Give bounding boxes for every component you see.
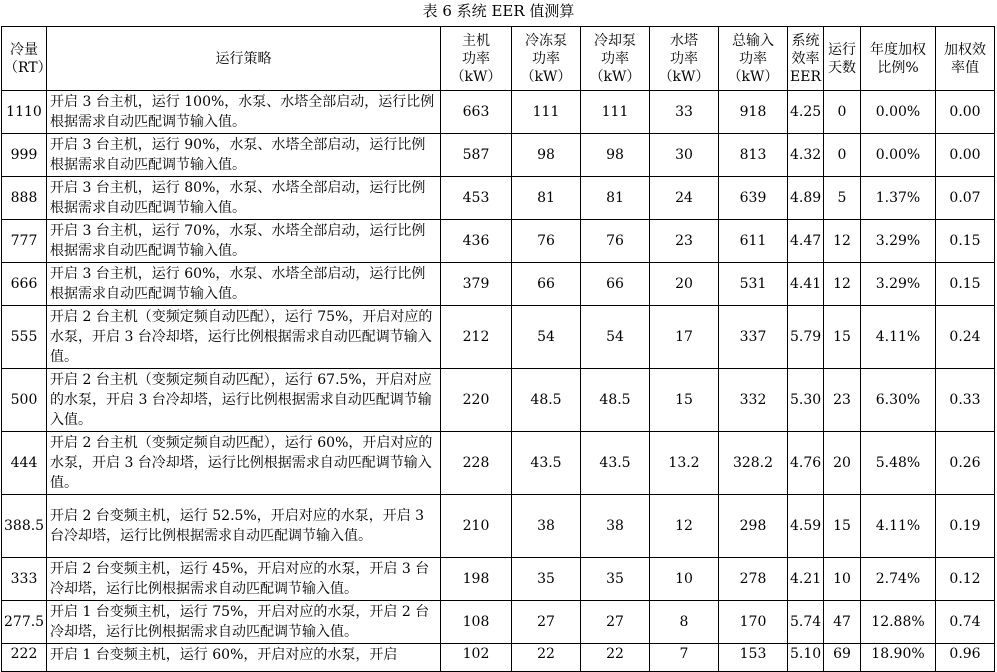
- cell-ratio: 6.30%: [861, 369, 936, 432]
- cell-tower: 10: [650, 558, 719, 601]
- table-row: [2, 432, 995, 495]
- cell-rt: 500: [2, 369, 47, 432]
- cell-total: 298: [719, 495, 788, 558]
- cell-cooling-pump: 66: [581, 263, 650, 306]
- cell-cooling-pump: 76: [581, 220, 650, 263]
- cell-rt: 888: [2, 177, 47, 220]
- cell-total: 328.2: [719, 432, 788, 495]
- cell-days: 20: [824, 432, 861, 495]
- cell-strategy: 开启 2 台主机（变频定频自动匹配），运行 67.5%，开启对应的水泵，开启 3 台冷却塔，运行比例根据需求自动匹配调节输入值。: [47, 369, 441, 432]
- cell-rt: 388.5: [2, 495, 47, 558]
- cell-chilled-pump: 35: [512, 558, 581, 601]
- cell-rt: 555: [2, 306, 47, 369]
- cell-ratio: 12.88%: [861, 601, 936, 644]
- cell-rt: 999: [2, 134, 47, 177]
- cell-cooling-pump: 98: [581, 134, 650, 177]
- cell-host-power: 108: [441, 601, 512, 644]
- cell-total: 611: [719, 220, 788, 263]
- table-row: [2, 369, 995, 432]
- cell-chilled-pump: 38: [512, 495, 581, 558]
- cell-tower: 8: [650, 601, 719, 644]
- cell-tower: 7: [650, 644, 719, 672]
- cell-tower: 20: [650, 263, 719, 306]
- cell-eer: 5.79: [788, 306, 824, 369]
- cell-host-power: 220: [441, 369, 512, 432]
- cell-days: 47: [824, 601, 861, 644]
- cell-total: 531: [719, 263, 788, 306]
- header-cooling-capacity: 冷量 （RT）: [2, 27, 47, 91]
- cell-eer: 4.41: [788, 263, 824, 306]
- cell-eer: 4.47: [788, 220, 824, 263]
- cell-strategy: 开启 3 台主机，运行 60%，水泵、水塔全部启动，运行比例根据需求自动匹配调节输入值。: [47, 263, 441, 306]
- cell-tower: 23: [650, 220, 719, 263]
- cell-weighted: 0.15: [936, 263, 995, 306]
- cell-rt: 1110: [2, 91, 47, 134]
- table-row: [2, 306, 995, 369]
- cell-weighted: 0.96: [936, 644, 995, 672]
- cell-ratio: 4.11%: [861, 495, 936, 558]
- cell-days: 0: [824, 134, 861, 177]
- cell-cooling-pump: 38: [581, 495, 650, 558]
- cell-strategy: 开启 2 台变频主机，运行 52.5%，开启对应的水泵，开启 3 台冷却塔，运行比例根据需求自动匹配调节输入值。: [47, 495, 441, 558]
- cell-eer: 4.76: [788, 432, 824, 495]
- cell-ratio: 3.29%: [861, 220, 936, 263]
- table-row: [2, 220, 995, 263]
- cell-weighted: 0.26: [936, 432, 995, 495]
- cell-host-power: 198: [441, 558, 512, 601]
- cell-days: 15: [824, 306, 861, 369]
- header-chilled-pump-power: 冷冻泵 功率 （kW）: [512, 27, 581, 91]
- cell-chilled-pump: 22: [512, 644, 581, 672]
- cell-cooling-pump: 43.5: [581, 432, 650, 495]
- cell-strategy: 开启 1 台变频主机，运行 75%，开启对应的水泵，开启 2 台冷却塔，运行比例根据需求自动匹配调节输入值。: [47, 601, 441, 644]
- cell-ratio: 1.37%: [861, 177, 936, 220]
- cell-tower: 12: [650, 495, 719, 558]
- cell-rt: 333: [2, 558, 47, 601]
- header-tower-power: 水塔 功率 （kW）: [650, 27, 719, 91]
- table-row: [2, 177, 995, 220]
- cell-ratio: 4.11%: [861, 306, 936, 369]
- table-caption: 表 6 系统 EER 值测算: [422, 2, 575, 20]
- cell-strategy: 开启 3 台主机，运行 100%，水泵、水塔全部启动，运行比例根据需求自动匹配调节输入值。: [47, 91, 441, 134]
- cell-host-power: 102: [441, 644, 512, 672]
- cell-eer: 5.74: [788, 601, 824, 644]
- cell-host-power: 436: [441, 220, 512, 263]
- cell-weighted: 0.00: [936, 91, 995, 134]
- cell-eer: 4.59: [788, 495, 824, 558]
- cell-tower: 33: [650, 91, 719, 134]
- cell-days: 23: [824, 369, 861, 432]
- cell-chilled-pump: 81: [512, 177, 581, 220]
- cell-rt: 277.5: [2, 601, 47, 644]
- cell-eer: 4.21: [788, 558, 824, 601]
- cell-rt: 222: [2, 644, 47, 672]
- cell-chilled-pump: 76: [512, 220, 581, 263]
- cell-chilled-pump: 111: [512, 91, 581, 134]
- cell-chilled-pump: 48.5: [512, 369, 581, 432]
- cell-host-power: 210: [441, 495, 512, 558]
- cell-days: 5: [824, 177, 861, 220]
- table-row: [2, 91, 995, 134]
- cell-eer: 5.30: [788, 369, 824, 432]
- cell-weighted: 0.15: [936, 220, 995, 263]
- cell-host-power: 453: [441, 177, 512, 220]
- cell-chilled-pump: 66: [512, 263, 581, 306]
- cell-ratio: 0.00%: [861, 91, 936, 134]
- cell-total: 918: [719, 91, 788, 134]
- cell-host-power: 587: [441, 134, 512, 177]
- cell-ratio: 2.74%: [861, 558, 936, 601]
- table-row: [2, 644, 995, 672]
- cell-tower: 30: [650, 134, 719, 177]
- header-total-power: 总输入 功率 （kW）: [719, 27, 788, 91]
- cell-cooling-pump: 54: [581, 306, 650, 369]
- cell-tower: 24: [650, 177, 719, 220]
- cell-host-power: 379: [441, 263, 512, 306]
- cell-eer: 4.89: [788, 177, 824, 220]
- cell-strategy: 开启 1 台变频主机，运行 60%，开启对应的水泵，开启: [47, 644, 441, 672]
- cell-strategy: 开启 3 台主机，运行 90%，水泵、水塔全部启动，运行比例根据需求自动匹配调节输入值。: [47, 134, 441, 177]
- cell-cooling-pump: 35: [581, 558, 650, 601]
- cell-host-power: 228: [441, 432, 512, 495]
- cell-tower: 15: [650, 369, 719, 432]
- cell-weighted: 0.74: [936, 601, 995, 644]
- table-row: [2, 558, 995, 601]
- table-row: [2, 263, 995, 306]
- cell-days: 12: [824, 263, 861, 306]
- cell-strategy: 开启 2 台主机（变频定频自动匹配），运行 60%，开启对应的水泵，开启 3 台冷却塔，运行比例根据需求自动匹配调节输入值。: [47, 432, 441, 495]
- eer-table: [1, 26, 995, 672]
- cell-days: 12: [824, 220, 861, 263]
- cell-cooling-pump: 22: [581, 644, 650, 672]
- cell-chilled-pump: 43.5: [512, 432, 581, 495]
- cell-weighted: 0.12: [936, 558, 995, 601]
- cell-chilled-pump: 27: [512, 601, 581, 644]
- cell-total: 153: [719, 644, 788, 672]
- cell-weighted: 0.33: [936, 369, 995, 432]
- header-annual-ratio: 年度加权 比例%: [861, 27, 936, 91]
- cell-rt: 777: [2, 220, 47, 263]
- header-weighted-value: 加权效 率值: [936, 27, 995, 91]
- cell-cooling-pump: 111: [581, 91, 650, 134]
- header-host-power: 主机 功率 （kW）: [441, 27, 512, 91]
- cell-eer: 5.10: [788, 644, 824, 672]
- header-cooling-pump-power: 冷却泵 功率 （kW）: [581, 27, 650, 91]
- cell-cooling-pump: 48.5: [581, 369, 650, 432]
- cell-cooling-pump: 81: [581, 177, 650, 220]
- cell-weighted: 0.24: [936, 306, 995, 369]
- cell-total: 337: [719, 306, 788, 369]
- cell-days: 69: [824, 644, 861, 672]
- cell-ratio: 5.48%: [861, 432, 936, 495]
- cell-strategy: 开启 3 台主机，运行 80%，水泵、水塔全部启动，运行比例根据需求自动匹配调节输入值。: [47, 177, 441, 220]
- header-days: 运行 天数: [824, 27, 861, 91]
- cell-ratio: 3.29%: [861, 263, 936, 306]
- cell-host-power: 212: [441, 306, 512, 369]
- cell-total: 813: [719, 134, 788, 177]
- cell-weighted: 0.19: [936, 495, 995, 558]
- table-row: [2, 495, 995, 558]
- cell-strategy: 开启 2 台主机（变频定频自动匹配），运行 75%，开启对应的水泵，开启 3 台冷却塔，运行比例根据需求自动匹配调节输入值。: [47, 306, 441, 369]
- cell-ratio: 0.00%: [861, 134, 936, 177]
- cell-rt: 666: [2, 263, 47, 306]
- cell-cooling-pump: 27: [581, 601, 650, 644]
- table-row: [2, 601, 995, 644]
- cell-chilled-pump: 98: [512, 134, 581, 177]
- cell-days: 15: [824, 495, 861, 558]
- cell-eer: 4.32: [788, 134, 824, 177]
- cell-total: 170: [719, 601, 788, 644]
- header-strategy: 运行策略: [47, 27, 441, 91]
- cell-weighted: 0.00: [936, 134, 995, 177]
- cell-strategy: 开启 3 台主机，运行 70%，水泵、水塔全部启动，运行比例根据需求自动匹配调节输入值。: [47, 220, 441, 263]
- cell-ratio: 18.90%: [861, 644, 936, 672]
- cell-total: 332: [719, 369, 788, 432]
- header-row: [2, 27, 995, 91]
- header-eer: 系统 效率 EER: [788, 27, 824, 91]
- cell-tower: 13.2: [650, 432, 719, 495]
- cell-days: 0: [824, 91, 861, 134]
- cell-tower: 17: [650, 306, 719, 369]
- cell-strategy: 开启 2 台变频主机，运行 45%，开启对应的水泵，开启 3 台冷却塔，运行比例根据需求自动匹配调节输入值。: [47, 558, 441, 601]
- cell-days: 10: [824, 558, 861, 601]
- cell-rt: 444: [2, 432, 47, 495]
- cell-total: 639: [719, 177, 788, 220]
- cell-chilled-pump: 54: [512, 306, 581, 369]
- cell-host-power: 663: [441, 91, 512, 134]
- table-row: [2, 134, 995, 177]
- cell-eer: 4.25: [788, 91, 824, 134]
- cell-weighted: 0.07: [936, 177, 995, 220]
- cell-total: 278: [719, 558, 788, 601]
